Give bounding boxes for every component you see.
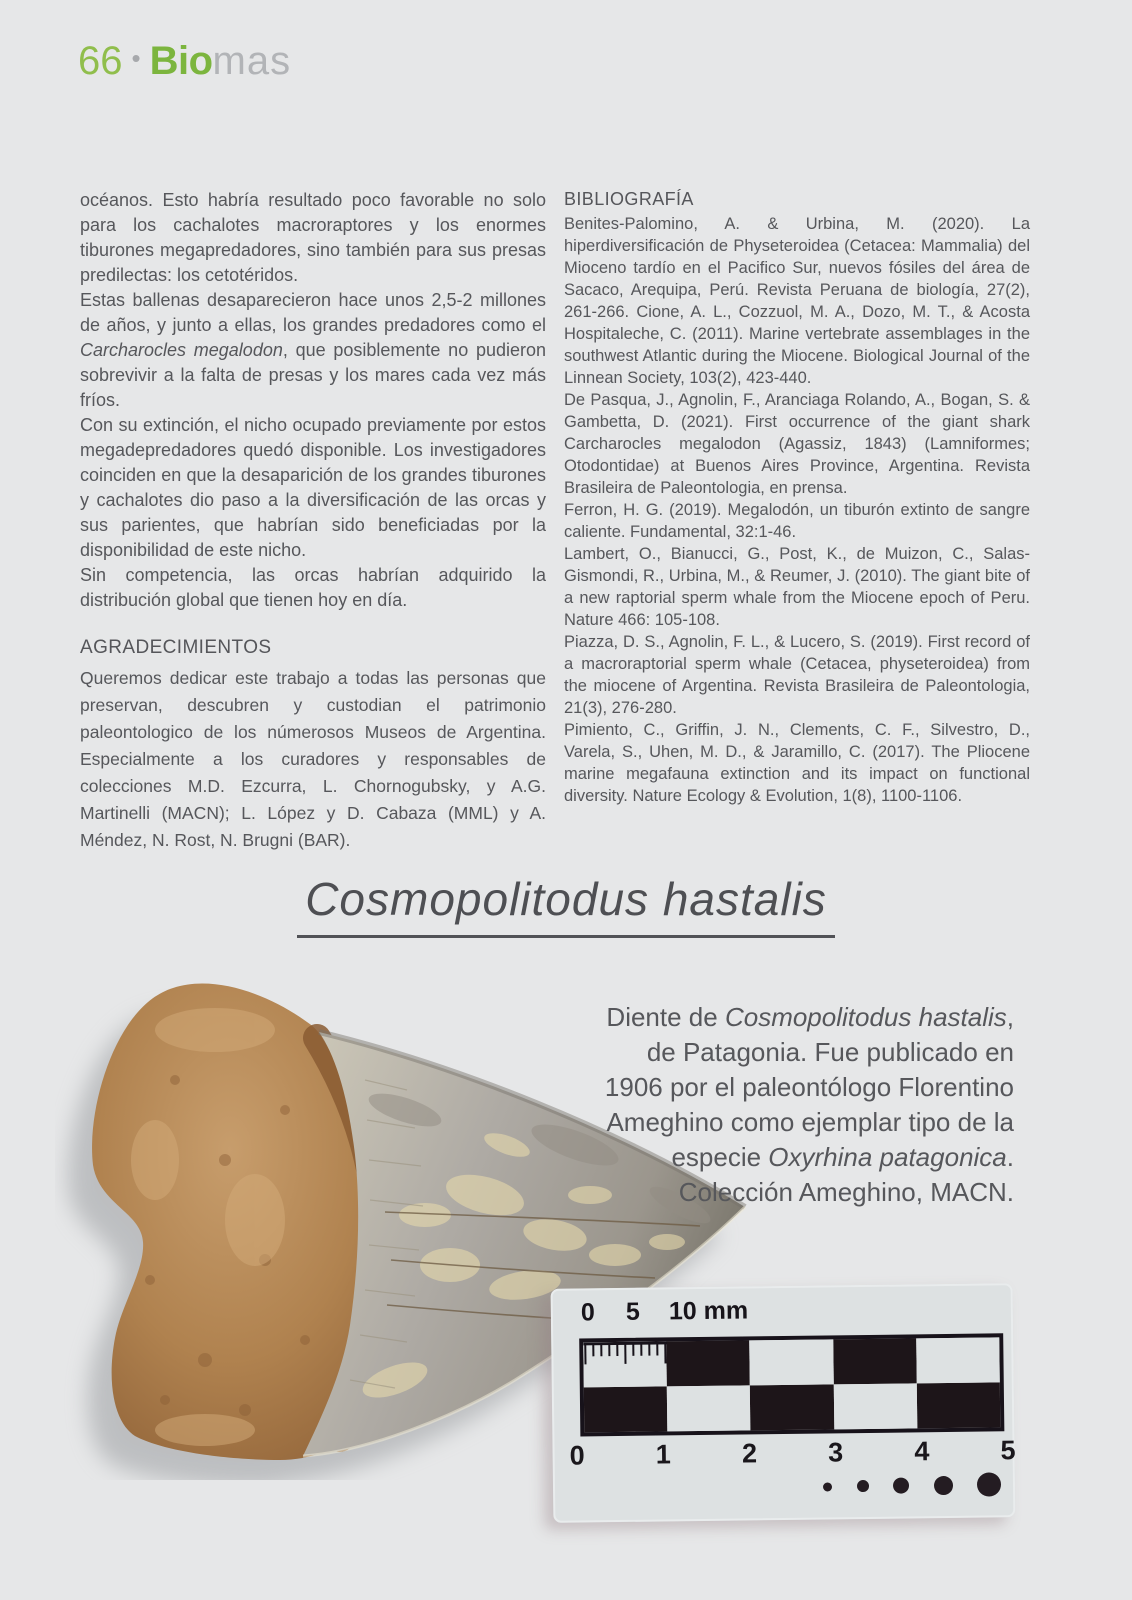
species-heading: Cosmopolitodus hastalis [297,872,835,938]
reference: Ferron, H. G. (2019). Megalodón, un tiburón extinto de sangre caliente. Fundamental, 32:1-46. [564,501,1030,541]
cm-label: 3 [827,1437,844,1468]
paragraph: Con su extinción, el nicho ocupado previamente por estos megadepredadores quedó disponible. Los investigadores coinciden en que la desaparición de los grandes tiburones y cachalotes dio paso a la diversificación de las orcas y sus parientes, que habrían sido beneficiadas por la disponibilidad de este nicho. [80,415,546,560]
species-name-inline: Oxyrhina patagonica [768,1142,1007,1172]
checker-cell [750,1384,834,1430]
checker-cell [583,1341,667,1387]
logo-mas: mas [212,39,292,83]
size-dot-row [823,1469,1001,1501]
checker-cell [666,1340,750,1386]
cm-label: 0 [569,1440,585,1471]
caption-text: Diente de [606,1002,725,1032]
caption-text: , de Patagonia. Fue publicado en 1906 por el paleontólogo Florentino Ameghino como ejemplar tipo de la especie [604,1002,1014,1172]
species-heading-wrap [0,872,1132,938]
size-dot [893,1477,909,1493]
checker-cell [833,1338,917,1384]
mm-ruler-ticks [583,1341,667,1372]
scale-card [551,1283,1016,1523]
paragraph-text: Estas ballenas desaparecieron hace unos 2,5-2 millones de años, y junto a ellas, los grandes predadores como el [80,290,546,335]
paragraph-text: , que posiblemente no pudieron sobrevivir a la falta de presas y los mares cada vez más fríos. [80,340,547,410]
reference: Lambert, O., Bianucci, G., Post, K., de Muizon, C., Salas-Gismondi, R., Urbina, M., & Reumer, J. (2010). The giant bite of a new raptorial sperm whale from the Miocene epoch of Peru. Nature 466: 105-108. [564,545,1030,629]
reference: Pimiento, C., Griffin, J. N., Clements, C. F., Silvestro, D., Varela, S., Uhen, M. D., & Jaramillo, C. (2017). The Pliocene marine megafauna extinction and its impact on functional diversity. Nature Ecology & Evolution, 1(8), 1100-1106. [564,721,1030,805]
cm-label: 4 [914,1436,930,1467]
checker-cell [667,1385,751,1431]
checker-cell [917,1382,1001,1428]
checker-cell [584,1386,668,1432]
page-number: 66 [78,39,123,83]
reference: Piazza, D. S., Agnolin, F. L., & Lucero, S. (2019). First record of a macroraptorial sperm whale (Cetacea, physeteroidea) from the miocene of Argentina. Revista Brasileira de Paleontologia, 21(3), 276-280. [564,633,1030,717]
acknowledgements-text: Queremos dedicar este trabajo a todas las personas que preservan, descubren y custodian el patrimonio paleontologico de los númerosos Museos de Argentina. Especialmente a los curadores y responsables de colecciones M.D. Ezcurra, L. Chornogubsky, y A.G. Martinelli (MACN); L. López y D. Cabaza (MML) y A. Méndez, N. Rost, N. Brugni (BAR). [80,668,546,850]
checker-cell [750,1339,834,1385]
checker-cell [833,1383,917,1429]
cm-label: 2 [741,1438,758,1469]
cm-label: 1 [655,1439,672,1470]
species-name-inline: Cosmopolitodus hastalis [724,1002,1007,1032]
figure-caption [594,1000,1014,1210]
mm-ruler-labels [581,1296,761,1326]
cm-label: 5 [1000,1435,1016,1466]
paragraph [80,288,546,413]
paragraph: océanos. Esto habría resultado poco favorable no solo para los cachalotes macroraptores y los enormes tiburones megapredadores, sino también para sus presas predilectas: los cetotéridos. [80,190,546,285]
mm-label-0: 0 [580,1298,595,1327]
size-dot [977,1472,1001,1496]
separator-dot: • [131,43,141,73]
checker-cell [916,1337,1000,1383]
species-name-inline: Carcharocles megalodon [80,340,283,360]
checkerboard-scale [579,1333,1004,1436]
acknowledgements-title: AGRADECIMIENTOS [80,637,272,658]
cm-number-row [569,1435,1015,1471]
reference: Benites-Palomino, A. & Urbina, M. (2020). La hiperdiversificación de Physeteroidea (Cetacea: Mammalia) del Mioceno tardío en el Pacifico Sur, nuevos fósiles del área de Sacaco, Arequipa, Perú. Revista Peruana de biología, 27(2), 261-266. Cione, A. L., Cozzuol, M. A., Dozo, M. T., & Acosta Hospitaleche, C. (2011). Marine vertebrate assemblages in the southwest Atlantic during the Miocene. Biological Journal of the Linnean Society, 103(2), 423-440. [564,215,1030,387]
paragraph: Sin competencia, las orcas habrían adquirido la distribución global que tienen hoy en día. [80,565,546,610]
mm-label-5: 5 [625,1297,640,1326]
reference: De Pasqua, J., Agnolin, F., Aranciaga Rolando, A., Bogan, S. & Gambetta, D. (2021). First occurrence of the giant shark Carcharocles megalodon (Agassiz, 1843) (Lamniformes; Otodontidae) at Buenos Aires Province, Argentina. Revista Brasileira de Paleontologia, en prensa. [564,391,1030,497]
left-column [80,188,546,854]
size-dot [856,1480,868,1492]
mm-label-10: 10 mm [668,1296,749,1326]
logo-bio: Bio [149,39,213,83]
masthead [78,36,291,83]
bibliography-title: BIBLIOGRAFÍA [564,189,694,209]
caption-text: . Colección Ameghino, MACN. [678,1142,1014,1207]
bibliography-column [564,188,1030,807]
size-dot [933,1475,952,1494]
size-dot [823,1482,832,1491]
